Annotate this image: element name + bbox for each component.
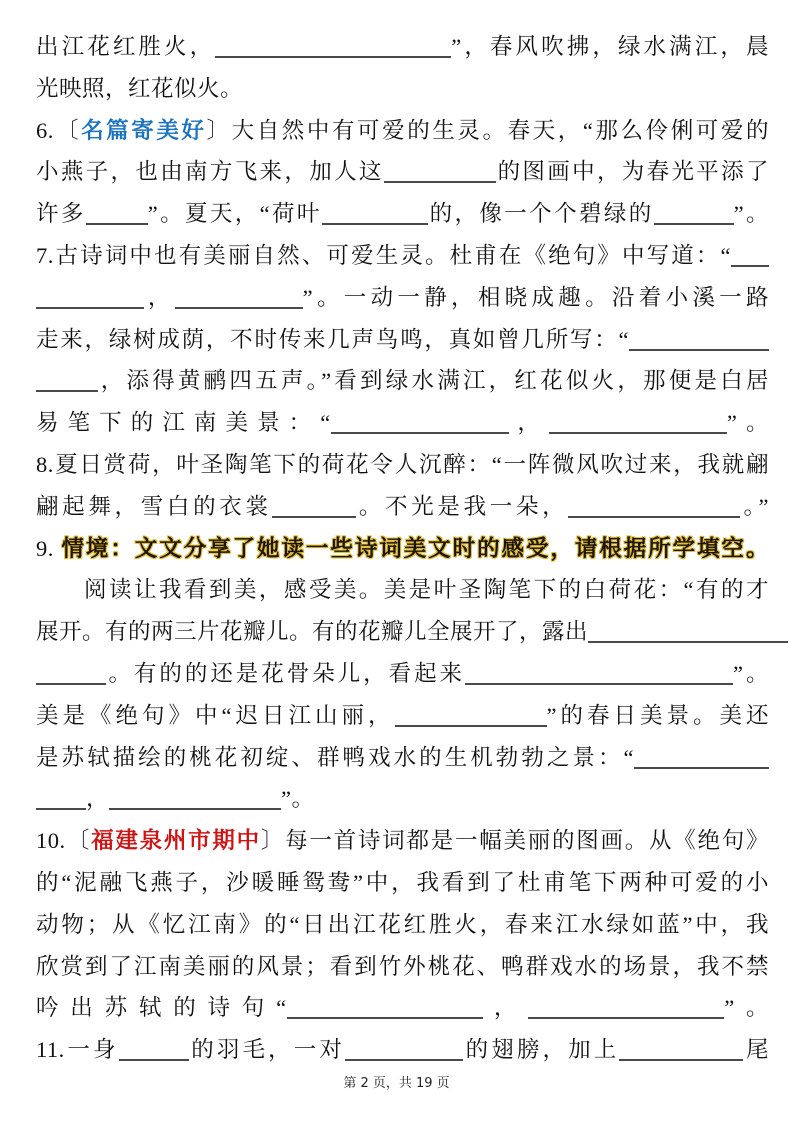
- text-run: 易笔下的江南美景：“: [36, 410, 331, 436]
- text-run: 7.古诗词中也有美丽自然、可爱生灵。杜甫在《绝句》中写道：“: [36, 242, 731, 268]
- text-run: 6.〔: [36, 117, 82, 143]
- text-run: 8.夏日赏荷，叶圣陶笔下的荷花令人沉醉：“一阵微风吹过来，我就翩: [36, 451, 769, 477]
- text-run: ”。: [726, 410, 769, 436]
- text-line: [36, 946, 769, 988]
- fill-blank: [287, 996, 483, 1019]
- text-line: [36, 653, 769, 695]
- text-line: [36, 277, 769, 319]
- text-line: [36, 68, 769, 110]
- text-line: [36, 360, 769, 402]
- lines: [36, 26, 769, 1071]
- text-line: [36, 904, 769, 946]
- text-line: [36, 862, 769, 904]
- fill-blank: [634, 745, 769, 768]
- text-run: 展开。有的两三片花瓣儿。有的花瓣儿全展开了，露出: [36, 619, 589, 645]
- text-run: 光映照，红花似火。: [36, 75, 244, 101]
- highlighted-prompt: 情境：文文分享了她读一些诗词美文时的感受，请根据所学填空。: [61, 535, 769, 561]
- text-run: 翩起舞，雪白的衣裳: [36, 493, 272, 519]
- exam-source-tag: 福建泉州市期中: [91, 828, 261, 854]
- fill-blank: [36, 662, 106, 685]
- fill-blank: [384, 160, 496, 183]
- text-run: 的，像一个个碧绿的: [427, 201, 654, 227]
- text-run: ”。: [724, 995, 769, 1021]
- text-line: [36, 569, 769, 611]
- text-run: ”。: [733, 201, 769, 227]
- text-run: 小燕子，也由南方飞来，加人这: [36, 159, 384, 185]
- text-line: [36, 193, 769, 235]
- text-run: ，添得黄鹂四五声。”看到绿水满江，红花似火，那便是白居: [98, 368, 769, 394]
- text-line: [36, 1029, 769, 1071]
- fill-blank: [109, 787, 281, 810]
- text-run: 出江花红胜火，: [36, 34, 216, 59]
- text-run: 11.一身: [36, 1037, 119, 1063]
- text-run: 的图画中，为春光平添了: [495, 159, 769, 185]
- text-line: [36, 987, 769, 1029]
- text-run: ，: [86, 786, 110, 812]
- text-run: ，: [482, 995, 529, 1021]
- topic-tag: 名篇寄美好: [81, 117, 207, 143]
- text-run: 10.〔: [36, 828, 92, 854]
- text-run: ”。夏天，“荷叶: [147, 201, 322, 227]
- text-line: [36, 402, 769, 444]
- text-run: 9.: [36, 535, 62, 561]
- fill-blank: [36, 285, 144, 308]
- text-run: 许多: [36, 201, 86, 227]
- fill-blank: [36, 369, 98, 392]
- fill-blank: [272, 494, 356, 517]
- text-line: [36, 319, 769, 361]
- fill-blank: [465, 662, 733, 685]
- text-line: [36, 778, 769, 820]
- text-run: 的翅膀，加上: [463, 1037, 620, 1063]
- text-run: 欣赏到了江南美丽的风景；看到竹外桃花、鸭群戏水的场景，我不禁: [36, 953, 769, 979]
- text-line: [36, 695, 769, 737]
- text-run: 吟出苏轼的诗句“: [36, 995, 287, 1021]
- text-line: [36, 444, 769, 486]
- text-run: 。有的的还是花骨朵儿，看起来: [106, 660, 466, 686]
- text-run: ，: [144, 284, 175, 310]
- text-line: [36, 26, 769, 68]
- text-run: 阅读让我看到美，感受美。美是叶圣陶笔下的白荷花：“有的才: [84, 577, 769, 603]
- text-line: [36, 820, 769, 862]
- fill-blank: [619, 1038, 743, 1061]
- fill-blank: [215, 35, 451, 58]
- text-run: 尾: [743, 1037, 769, 1063]
- fill-blank: [629, 327, 769, 350]
- fill-blank: [731, 244, 769, 267]
- text-run: ”。: [733, 660, 769, 686]
- fill-blank: [175, 285, 303, 308]
- text-line: [36, 528, 769, 570]
- fill-blank: [568, 494, 740, 517]
- text-line: [36, 235, 769, 277]
- fill-blank: [654, 202, 734, 225]
- fill-blank: [86, 202, 148, 225]
- fill-blank: [588, 620, 788, 643]
- fill-blank: [36, 787, 86, 810]
- fill-blank: [395, 703, 547, 726]
- text-line: [36, 737, 769, 779]
- text-run: 是苏轼描绘的桃花初绽、群鸭戏水的生机勃勃之景：“: [36, 744, 634, 770]
- text-run: ，: [508, 410, 549, 436]
- text-line: [36, 486, 769, 528]
- fill-blank: [549, 411, 727, 434]
- text-run: ”。: [281, 786, 315, 812]
- text-run: 的羽毛，一对: [188, 1037, 345, 1063]
- text-run: ”，春风吹拂，绿水满江，晨: [451, 34, 769, 59]
- page-number-footer: 第 2 页，共 19 页: [343, 1076, 450, 1091]
- fill-blank: [345, 1038, 463, 1061]
- text-run: 。不光是我一朵，: [355, 493, 569, 519]
- text-run: 美是《绝句》中“迟日江山丽，: [36, 702, 395, 728]
- text-run: ”。一动一静，相晓成趣。沿着小溪一路: [302, 284, 769, 310]
- fill-blank: [528, 996, 724, 1019]
- fill-blank: [331, 411, 509, 434]
- text-line: [36, 151, 769, 193]
- text-run: 走来，绿树成荫，不时传来几声鸟鸣，真如曾几所写：“: [36, 326, 629, 352]
- fill-blank: [322, 202, 428, 225]
- fill-blank: [119, 1038, 189, 1061]
- text-run: 。”: [740, 493, 769, 519]
- text-run: 的“泥融飞燕子，沙暖睡鸳鸯”中，我看到了杜甫笔下两种可爱的小: [36, 869, 769, 895]
- text-run: 〕大自然中有可爱的生灵。春天，“那么伶俐可爱的: [206, 117, 769, 143]
- text-line: [36, 611, 769, 653]
- text-run: 动物；从《忆江南》的“日出江花红胜火，春来江水绿如蓝”中，我: [36, 911, 769, 937]
- text-line: [36, 110, 769, 152]
- text-run: 〕每一首诗词都是一幅美丽的图画。从《绝句》: [260, 828, 769, 854]
- text-run: ”的春日美景。美还: [546, 702, 769, 728]
